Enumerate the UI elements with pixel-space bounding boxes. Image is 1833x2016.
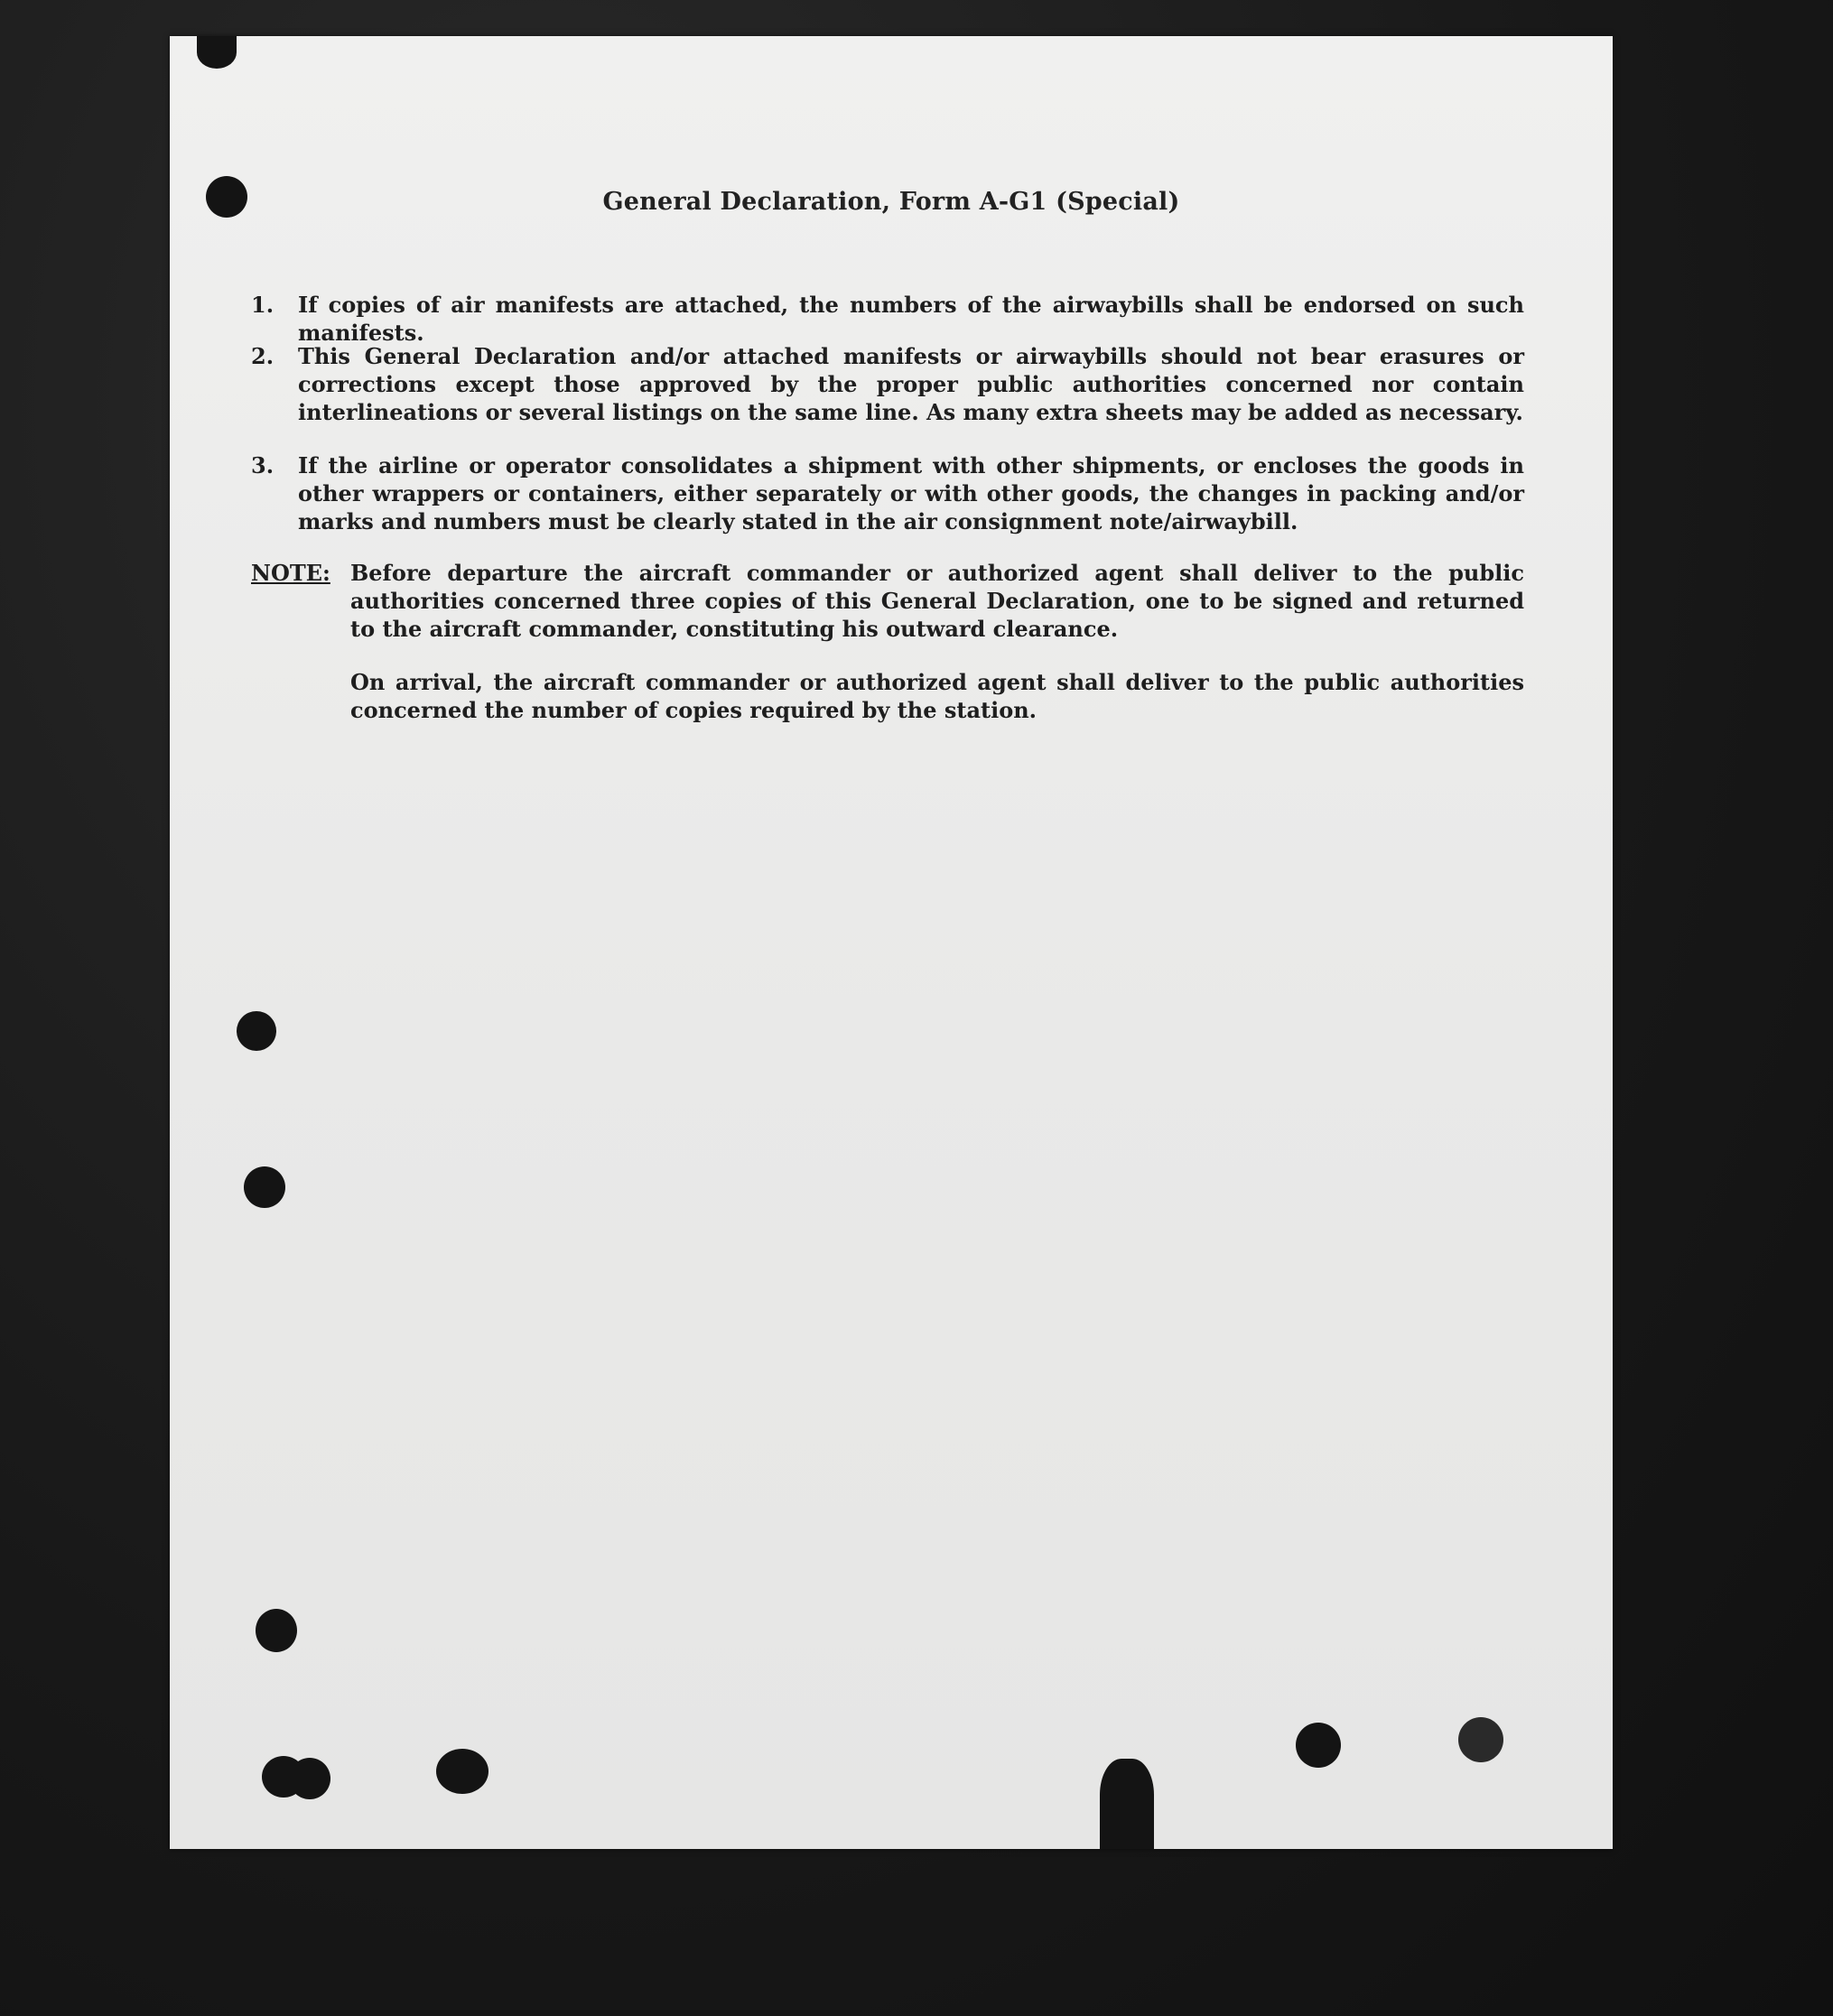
note-block — [251, 559, 1524, 643]
punch-hole — [197, 36, 237, 69]
punch-hole — [206, 176, 247, 218]
item-text: This General Declaration and/or attached manifests or airwaybills should not bear erasures or corrections except those approved by the proper public authorities concerned nor contain interlineations or several listings on the same line. As many extra sheets may be added as necessary. — [298, 343, 1524, 425]
item-text: If copies of air manifests are attached, the numbers of the airwaybills shall be endorsed on such manifests. — [298, 292, 1524, 346]
punch-hole — [1296, 1723, 1341, 1768]
punch-hole — [256, 1609, 297, 1652]
note-text: Before departure the aircraft commander or authorized agent shall deliver to the public authorities concerned three copies of this General Declaration, one to be signed and returned to the aircraft commander, constituting his outward clearance. — [350, 560, 1524, 642]
instruction-item-1 — [251, 291, 1524, 347]
punch-hole — [1458, 1717, 1503, 1762]
punch-hole — [244, 1166, 285, 1208]
instruction-item-2 — [251, 342, 1524, 426]
note-arrival-text: On arrival, the aircraft commander or authorized agent shall deliver to the public authorities concerned the number of copies required by the station. — [350, 669, 1524, 723]
punch-hole — [237, 1011, 276, 1051]
item-number: 3. — [251, 452, 274, 478]
instruction-item-3 — [251, 451, 1524, 535]
torn-edge — [1100, 1759, 1154, 1849]
punch-hole — [436, 1749, 488, 1794]
note-label: NOTE: — [251, 560, 330, 586]
item-number: 1. — [251, 292, 274, 318]
document-title: General Declaration, Form A-G1 (Special) — [602, 188, 1180, 216]
item-text: If the airline or operator consolidates a shipment with other shipments, or encloses the goods in other wrappers or containers, either separately or with other goods, the changes in packing and/or marks and numbers must be clearly stated in the air consignment note/airwaybill. — [298, 452, 1524, 534]
document-page — [170, 36, 1613, 1849]
item-number: 2. — [251, 343, 274, 369]
punch-hole — [289, 1758, 330, 1799]
